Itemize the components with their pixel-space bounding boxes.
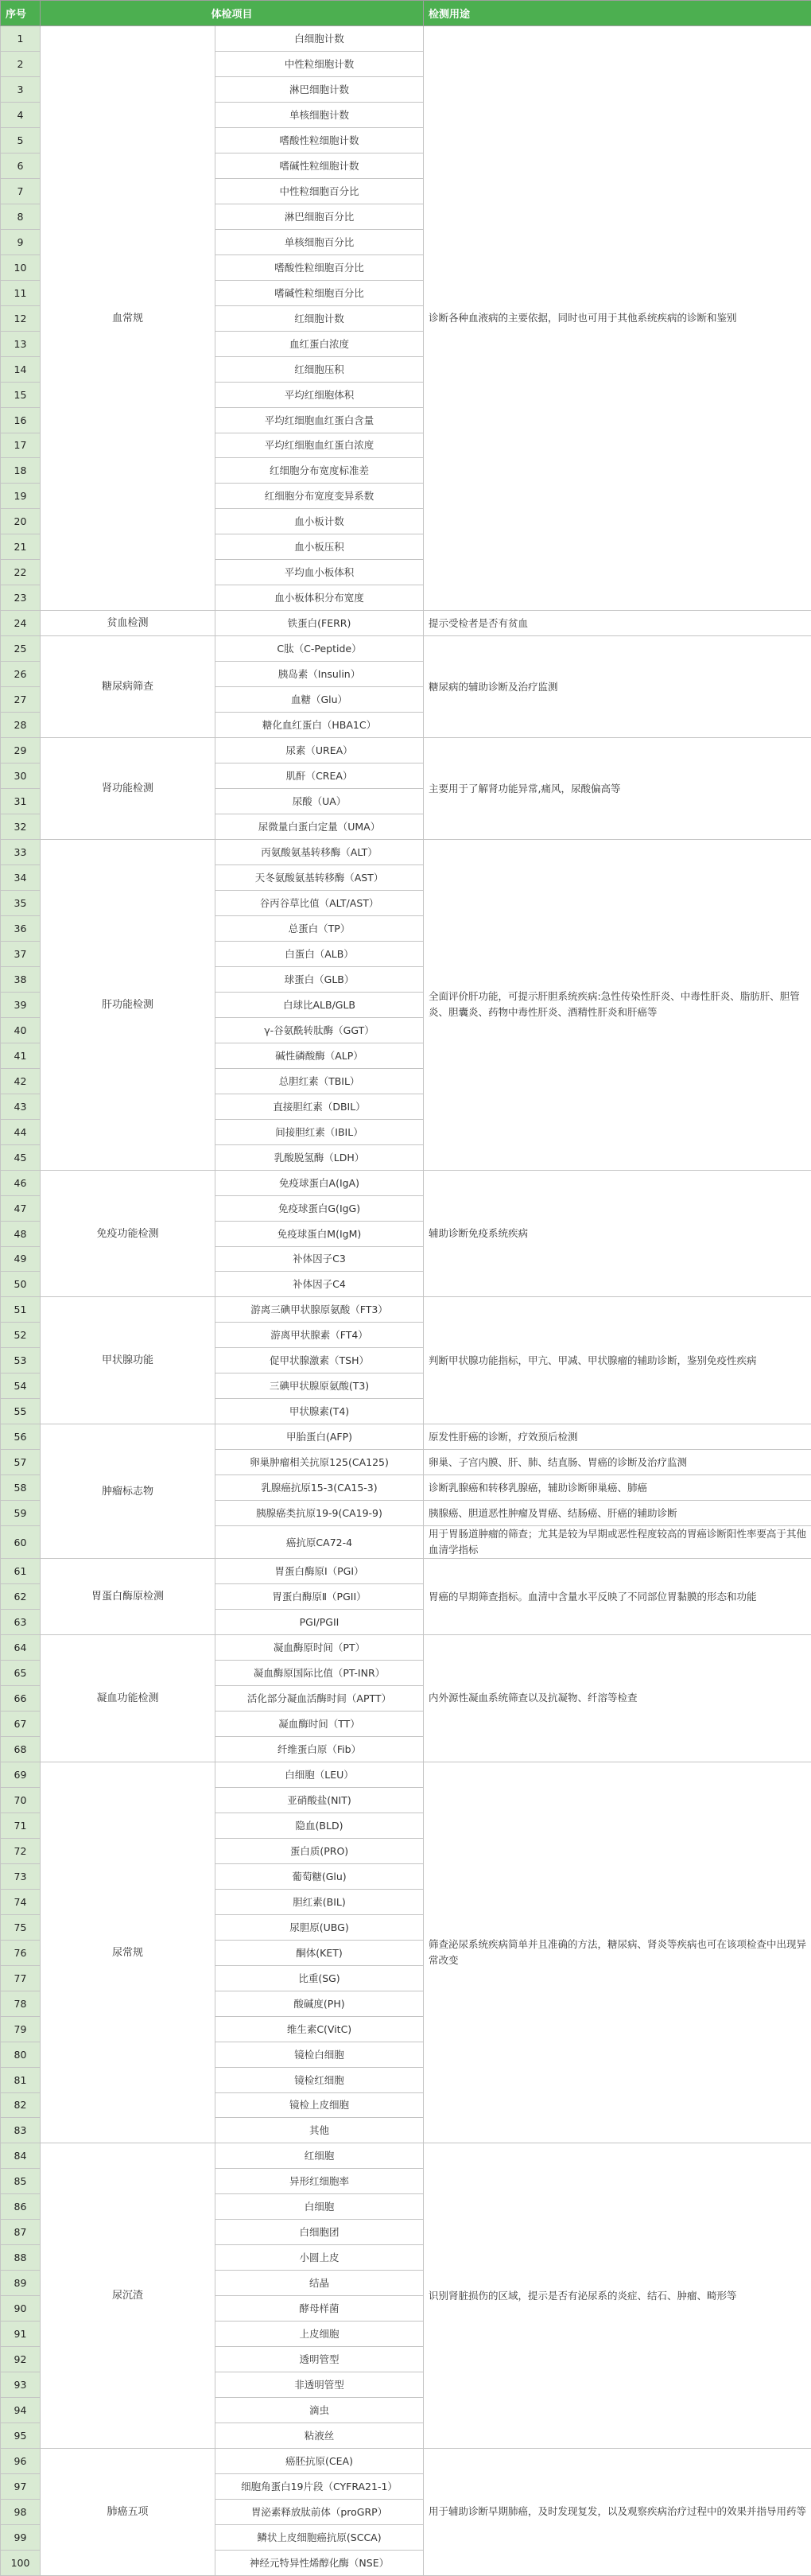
checkup-item-cell: 血小板压积	[215, 534, 424, 560]
checkup-item-cell: 镜检红细胞	[215, 2067, 424, 2092]
row-number: 16	[1, 407, 41, 433]
checkup-item-cell: 间接胆红素（IBIL）	[215, 1119, 424, 1144]
row-number: 1	[1, 26, 41, 52]
checkup-item-cell: 尿酸（UA）	[215, 789, 424, 814]
category-cell: 肺癌五项	[41, 2449, 215, 2576]
checkup-item-cell: 免疫球蛋白G(IgG)	[215, 1195, 424, 1221]
checkup-item-cell: 甲胎蛋白(AFP)	[215, 1424, 424, 1450]
row-number: 99	[1, 2524, 41, 2550]
row-number: 79	[1, 2016, 41, 2042]
checkup-item-cell: 透明管型	[215, 2347, 424, 2372]
checkup-item-cell: 平均红细胞血红蛋白含量	[215, 407, 424, 433]
checkup-item-cell: 鳞状上皮细胞癌抗原(SCCA)	[215, 2524, 424, 2550]
row-number: 2	[1, 51, 41, 76]
test-purpose-cell: 卵巢、子宫内膜、肝、肺、结直肠、胃癌的诊断及治疗监测	[424, 1450, 811, 1475]
table-row	[1, 1170, 811, 1195]
row-number: 14	[1, 356, 41, 382]
checkup-item-cell: 活化部分凝血活酶时间（APTT）	[215, 1686, 424, 1712]
checkup-item-cell: 镜检白细胞	[215, 2042, 424, 2067]
checkup-item-cell: 隐血(BLD)	[215, 1813, 424, 1838]
checkup-item-cell: 嗜碱性粒细胞百分比	[215, 280, 424, 305]
checkup-item-cell: 维生素C(VitC)	[215, 2016, 424, 2042]
checkup-item-cell: 三碘甲状腺原氨酸(T3)	[215, 1373, 424, 1399]
row-number: 66	[1, 1686, 41, 1712]
row-number: 52	[1, 1323, 41, 1348]
test-purpose-cell: 辅助诊断免疫系统疾病	[424, 1170, 811, 1297]
checkup-item-cell: 血小板计数	[215, 509, 424, 534]
row-number: 54	[1, 1373, 41, 1399]
checkup-item-cell: 凝血酶原国际比值（PT-INR）	[215, 1661, 424, 1686]
row-number: 75	[1, 1914, 41, 1940]
test-purpose-cell: 主要用于了解肾功能异常,痛风，尿酸偏高等	[424, 738, 811, 840]
table-row	[1, 636, 811, 662]
checkup-item-cell: 白球比ALB/GLB	[215, 992, 424, 1017]
row-number: 30	[1, 763, 41, 789]
test-purpose-cell: 筛查泌尿系统疾病简单并且准确的方法，糖尿病、肾炎等疾病也可在该项检查中出现异常改变	[424, 1762, 811, 2143]
checkup-item-cell: 乳腺癌抗原15-3(CA15-3)	[215, 1475, 424, 1501]
row-number: 73	[1, 1863, 41, 1889]
checkup-item-cell: 粘液丝	[215, 2423, 424, 2449]
row-number: 67	[1, 1711, 41, 1736]
checkup-item-cell: 白细胞	[215, 2194, 424, 2220]
row-number: 64	[1, 1635, 41, 1661]
row-number: 47	[1, 1195, 41, 1221]
checkup-item-cell: 白细胞团	[215, 2220, 424, 2245]
test-purpose-cell: 胃癌的早期筛查指标。血清中含量水平反映了不同部位胃黏膜的形态和功能	[424, 1559, 811, 1635]
header-checkup-item: 体检项目	[41, 1, 424, 26]
test-purpose-cell: 用于辅助诊断早期肺癌，及时发现复发，以及观察疾病治疗过程中的效果并指导用药等	[424, 2449, 811, 2576]
checkup-item-cell: 单核细胞百分比	[215, 229, 424, 254]
checkup-item-cell: 总蛋白（TP）	[215, 915, 424, 941]
row-number: 23	[1, 585, 41, 611]
row-number: 9	[1, 229, 41, 254]
row-number: 19	[1, 484, 41, 509]
row-number: 89	[1, 2271, 41, 2296]
checkup-item-cell: 淋巴细胞计数	[215, 76, 424, 102]
test-purpose-cell: 识别肾脏损伤的区域，提示是否有泌尿系的炎症、结石、肿瘤、畸形等	[424, 2143, 811, 2449]
row-number: 53	[1, 1348, 41, 1373]
category-cell: 肾功能检测	[41, 738, 215, 840]
row-number: 98	[1, 2500, 41, 2525]
checkup-item-cell: 酵母样菌	[215, 2296, 424, 2322]
row-number: 49	[1, 1246, 41, 1272]
checkup-item-cell: 乳酸脱氢酶（LDH）	[215, 1144, 424, 1170]
row-number: 24	[1, 611, 41, 636]
row-number: 87	[1, 2220, 41, 2245]
test-purpose-cell: 提示受检者是否有贫血	[424, 611, 811, 636]
checkup-item-cell: 小圆上皮	[215, 2245, 424, 2271]
checkup-item-cell: 镜检上皮细胞	[215, 2092, 424, 2118]
checkup-item-cell: 葡萄糖(Glu)	[215, 1863, 424, 1889]
checkup-item-cell: 中性粒细胞百分比	[215, 178, 424, 204]
row-number: 3	[1, 76, 41, 102]
checkup-item-cell: 胆红素(BIL)	[215, 1889, 424, 1914]
checkup-item-cell: 尿素（UREA）	[215, 738, 424, 763]
checkup-item-cell: 促甲状腺激素（TSH）	[215, 1348, 424, 1373]
checkup-item-cell: 卵巢肿瘤相关抗原125(CA125)	[215, 1450, 424, 1475]
checkup-item-cell: 免疫球蛋白M(IgM)	[215, 1221, 424, 1246]
checkup-item-cell: 胰腺癌类抗原19-9(CA19-9)	[215, 1501, 424, 1526]
row-number: 32	[1, 814, 41, 840]
checkup-item-cell: 异形红细胞率	[215, 2169, 424, 2194]
row-number: 100	[1, 2550, 41, 2575]
row-number: 40	[1, 1017, 41, 1043]
row-number: 68	[1, 1736, 41, 1762]
checkup-item-cell: 胃蛋白酶原Ⅱ（PGII）	[215, 1584, 424, 1610]
checkup-item-cell: 细胞角蛋白19片段（CYFRA21-1）	[215, 2474, 424, 2500]
test-purpose-cell: 诊断各种血液病的主要依据，同时也可用于其他系统疾病的诊断和鉴别	[424, 26, 811, 611]
row-number: 11	[1, 280, 41, 305]
checkup-item-cell: 酸碱度(PH)	[215, 1991, 424, 2016]
checkup-item-cell: 免疫球蛋白A(IgA)	[215, 1170, 424, 1195]
checkup-item-cell: 胃蛋白酶原Ⅰ（PGI）	[215, 1559, 424, 1584]
table-row	[1, 1635, 811, 1661]
row-number: 92	[1, 2347, 41, 2372]
category-cell: 免疫功能检测	[41, 1170, 215, 1297]
checkup-item-cell: 其他	[215, 2118, 424, 2143]
table-body	[1, 26, 811, 2576]
row-number: 36	[1, 915, 41, 941]
category-cell: 甲状腺功能	[41, 1297, 215, 1424]
row-number: 62	[1, 1584, 41, 1610]
checkup-item-cell: 纤维蛋白原（Fib）	[215, 1736, 424, 1762]
row-number: 76	[1, 1940, 41, 1965]
row-number: 37	[1, 941, 41, 966]
category-cell: 血常规	[41, 26, 215, 611]
checkup-item-cell: 游离三碘甲状腺原氨酸（FT3）	[215, 1297, 424, 1323]
header-serial-number: 序号	[1, 1, 41, 26]
checkup-item-cell: 平均红细胞血红蛋白浓度	[215, 433, 424, 458]
test-purpose-cell: 判断甲状腺功能指标，甲亢、甲减、甲状腺瘤的辅助诊断，鉴别免疫性疾病	[424, 1297, 811, 1424]
table-row	[1, 26, 811, 52]
row-number: 8	[1, 204, 41, 229]
checkup-item-cell: PGI/PGII	[215, 1610, 424, 1635]
checkup-item-cell: 红细胞压积	[215, 356, 424, 382]
row-number: 96	[1, 2449, 41, 2474]
row-number: 51	[1, 1297, 41, 1323]
checkup-item-cell: 凝血酶时间（TT）	[215, 1711, 424, 1736]
checkup-item-cell: 嗜碱性粒细胞计数	[215, 153, 424, 178]
category-cell: 糖尿病筛查	[41, 636, 215, 738]
checkup-item-cell: 平均血小板体积	[215, 560, 424, 585]
row-number: 74	[1, 1889, 41, 1914]
row-number: 48	[1, 1221, 41, 1246]
row-number: 55	[1, 1399, 41, 1424]
category-cell: 凝血功能检测	[41, 1635, 215, 1762]
checkup-item-cell: 胰岛素（Insulin）	[215, 662, 424, 687]
checkup-item-cell: 碱性磷酸酶（ALP）	[215, 1043, 424, 1068]
checkup-item-cell: 球蛋白（GLB）	[215, 966, 424, 992]
row-number: 41	[1, 1043, 41, 1068]
row-number: 33	[1, 840, 41, 865]
row-number: 60	[1, 1526, 41, 1559]
category-cell: 尿沉渣	[41, 2143, 215, 2449]
table-row	[1, 738, 811, 763]
row-number: 45	[1, 1144, 41, 1170]
checkup-item-cell: 上皮细胞	[215, 2322, 424, 2347]
category-cell: 肿瘤标志物	[41, 1424, 215, 1559]
checkup-item-cell: 红细胞计数	[215, 305, 424, 331]
test-purpose-cell: 胰腺癌、胆道恶性肿瘤及胃癌、结肠癌、肝癌的辅助诊断	[424, 1501, 811, 1526]
row-number: 63	[1, 1610, 41, 1635]
row-number: 5	[1, 127, 41, 153]
row-number: 21	[1, 534, 41, 560]
test-purpose-cell: 糖尿病的辅助诊断及治疗监测	[424, 636, 811, 738]
row-number: 56	[1, 1424, 41, 1450]
row-number: 58	[1, 1475, 41, 1501]
checkup-item-cell: 滴虫	[215, 2398, 424, 2423]
row-number: 72	[1, 1838, 41, 1863]
table-row	[1, 1559, 811, 1584]
checkup-item-cell: 非透明管型	[215, 2372, 424, 2398]
checkup-item-cell: 中性粒细胞计数	[215, 51, 424, 76]
row-number: 97	[1, 2474, 41, 2500]
row-number: 44	[1, 1119, 41, 1144]
row-number: 12	[1, 305, 41, 331]
checkup-item-cell: 直接胆红素（DBIL）	[215, 1094, 424, 1119]
row-number: 31	[1, 789, 41, 814]
table-row	[1, 2449, 811, 2474]
row-number: 84	[1, 2143, 41, 2169]
checkup-item-cell: 丙氨酸氨基转移酶（ALT）	[215, 840, 424, 865]
checkup-item-cell: 游离甲状腺素（FT4）	[215, 1323, 424, 1348]
row-number: 15	[1, 382, 41, 407]
row-number: 13	[1, 331, 41, 356]
test-purpose-cell: 内外源性凝血系统筛查以及抗凝物、纤溶等检查	[424, 1635, 811, 1762]
row-number: 80	[1, 2042, 41, 2067]
checkup-item-cell: 谷丙谷草比值（ALT/AST）	[215, 890, 424, 915]
checkup-item-cell: 尿微量白蛋白定量（UMA）	[215, 814, 424, 840]
row-number: 61	[1, 1559, 41, 1584]
row-number: 38	[1, 966, 41, 992]
row-number: 26	[1, 662, 41, 687]
checkup-item-cell: 糖化血红蛋白（HBA1C）	[215, 713, 424, 738]
table-row	[1, 1762, 811, 1787]
row-number: 22	[1, 560, 41, 585]
checkup-item-cell: 比重(SG)	[215, 1965, 424, 1991]
checkup-item-cell: 白细胞计数	[215, 26, 424, 52]
checkup-item-cell: 神经元特异性烯醇化酶（NSE）	[215, 2550, 424, 2575]
checkup-item-cell: 红细胞	[215, 2143, 424, 2169]
checkup-item-cell: 酮体(KET)	[215, 1940, 424, 1965]
checkup-item-cell: 血红蛋白浓度	[215, 331, 424, 356]
row-number: 77	[1, 1965, 41, 1991]
row-number: 10	[1, 254, 41, 280]
checkup-item-cell: 血小板体积分布宽度	[215, 585, 424, 611]
row-number: 83	[1, 2118, 41, 2143]
checkup-item-cell: 蛋白质(PRO)	[215, 1838, 424, 1863]
row-number: 42	[1, 1068, 41, 1094]
row-number: 88	[1, 2245, 41, 2271]
test-purpose-cell: 诊断乳腺癌和转移乳腺癌，辅助诊断卵巢癌、肺癌	[424, 1475, 811, 1501]
checkup-item-cell: 铁蛋白(FERR)	[215, 611, 424, 636]
checkup-item-cell: 红细胞分布宽度标准差	[215, 458, 424, 484]
header-test-purpose: 检测用途	[424, 1, 811, 26]
category-cell: 肝功能检测	[41, 840, 215, 1171]
row-number: 25	[1, 636, 41, 662]
row-number: 43	[1, 1094, 41, 1119]
row-number: 4	[1, 102, 41, 127]
test-purpose-cell: 原发性肝癌的诊断，疗效预后检测	[424, 1424, 811, 1450]
category-cell: 贫血检测	[41, 611, 215, 636]
checkup-item-cell: 结晶	[215, 2271, 424, 2296]
checkup-item-cell: 亚硝酸盐(NIT)	[215, 1787, 424, 1813]
row-number: 17	[1, 433, 41, 458]
row-number: 29	[1, 738, 41, 763]
category-cell: 尿常规	[41, 1762, 215, 2143]
row-number: 28	[1, 713, 41, 738]
checkup-item-cell: 淋巴细胞百分比	[215, 204, 424, 229]
row-number: 39	[1, 992, 41, 1017]
header-row	[1, 1, 811, 26]
row-number: 91	[1, 2322, 41, 2347]
row-number: 95	[1, 2423, 41, 2449]
row-number: 6	[1, 153, 41, 178]
checkup-item-cell: 凝血酶原时间（PT）	[215, 1635, 424, 1661]
test-purpose-cell: 全面评价肝功能，可提示肝胆系统疾病:急性传染性肝炎、中毒性肝炎、脂肪肝、胆管炎、胆囊炎、药物中毒性肝炎、酒精性肝炎和肝癌等	[424, 840, 811, 1171]
checkup-item-cell: γ-谷氨酰转肽酶（GGT）	[215, 1017, 424, 1043]
checkup-item-cell: 肌酐（CREA）	[215, 763, 424, 789]
row-number: 78	[1, 1991, 41, 2016]
row-number: 70	[1, 1787, 41, 1813]
checkup-item-cell: 天冬氨酸氨基转移酶（AST）	[215, 864, 424, 890]
row-number: 85	[1, 2169, 41, 2194]
checkup-item-cell: 尿胆原(UBG)	[215, 1914, 424, 1940]
checkup-item-cell: 单核细胞计数	[215, 102, 424, 127]
checkup-item-cell: 嗜酸性粒细胞计数	[215, 127, 424, 153]
table-row	[1, 1424, 811, 1450]
table-row	[1, 840, 811, 865]
checkup-item-cell: 嗜酸性粒细胞百分比	[215, 254, 424, 280]
row-number: 34	[1, 864, 41, 890]
row-number: 20	[1, 509, 41, 534]
checkup-item-cell: 总胆红素（TBIL）	[215, 1068, 424, 1094]
row-number: 93	[1, 2372, 41, 2398]
table-row	[1, 1297, 811, 1323]
checkup-item-cell: 红细胞分布宽度变异系数	[215, 484, 424, 509]
row-number: 81	[1, 2067, 41, 2092]
row-number: 27	[1, 687, 41, 713]
row-number: 7	[1, 178, 41, 204]
row-number: 50	[1, 1272, 41, 1297]
checkup-item-cell: 血糖（Glu）	[215, 687, 424, 713]
row-number: 94	[1, 2398, 41, 2423]
checkup-item-cell: 胃泌素释放肽前体（proGRP）	[215, 2500, 424, 2525]
row-number: 65	[1, 1661, 41, 1686]
checkup-item-cell: 平均红细胞体积	[215, 382, 424, 407]
row-number: 59	[1, 1501, 41, 1526]
row-number: 46	[1, 1170, 41, 1195]
checkup-item-cell: 补体因子C3	[215, 1246, 424, 1272]
row-number: 86	[1, 2194, 41, 2220]
checkup-item-cell: 甲状腺素(T4)	[215, 1399, 424, 1424]
checkup-item-cell: 癌抗原CA72-4	[215, 1526, 424, 1559]
checkup-item-cell: 白蛋白（ALB）	[215, 941, 424, 966]
row-number: 35	[1, 890, 41, 915]
checkup-item-cell: 白细胞（LEU）	[215, 1762, 424, 1787]
row-number: 18	[1, 458, 41, 484]
checkup-item-cell: 癌胚抗原(CEA)	[215, 2449, 424, 2474]
table-row	[1, 2143, 811, 2169]
table-row	[1, 611, 811, 636]
row-number: 57	[1, 1450, 41, 1475]
row-number: 90	[1, 2296, 41, 2322]
row-number: 69	[1, 1762, 41, 1787]
row-number: 82	[1, 2092, 41, 2118]
checkup-item-cell: C肽（C-Peptide）	[215, 636, 424, 662]
checkup-item-cell: 补体因子C4	[215, 1272, 424, 1297]
test-purpose-cell: 用于胃肠道肿瘤的筛查；尤其是较为早期或恶性程度较高的胃癌诊断阳性率要高于其他血清学指标	[424, 1526, 811, 1559]
category-cell: 胃蛋白酶原检测	[41, 1559, 215, 1635]
row-number: 71	[1, 1813, 41, 1838]
